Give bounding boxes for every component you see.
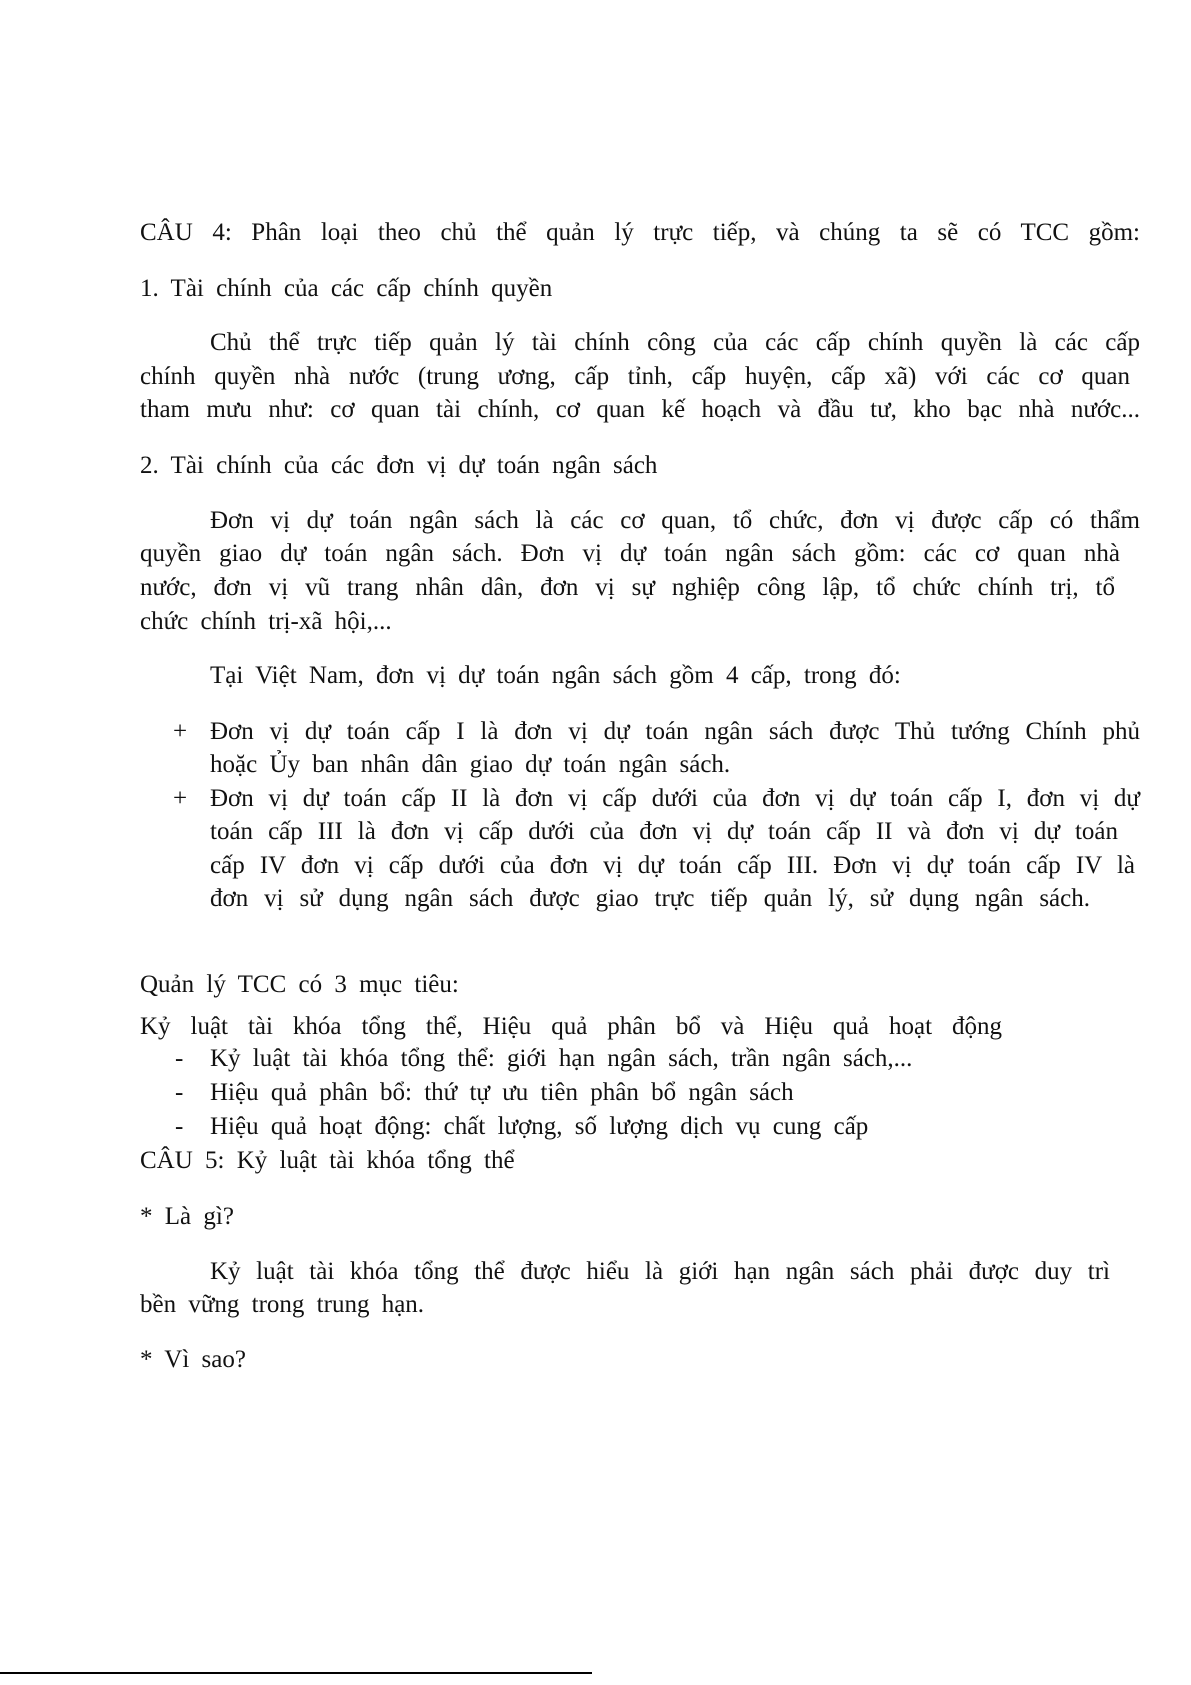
goals-summary: Kỷ luật tài khóa tổng thể, Hiệu quả phân bổ và Hiệu quả hoạt động <box>140 1013 1002 1040</box>
paragraph-line: chính quyền nhà nước (trung ương, cấp tỉnh, cấp huyện, cấp xã) với các cơ quan <box>140 363 1130 390</box>
heading-cau-4: CÂU 4: Phân loại theo chủ thể quản lý trực tiếp, và chúng ta sẽ có TCC gồm: <box>140 219 1140 246</box>
list-item-line: hoặc Ủy ban nhân dân giao dự toán ngân sách. <box>210 751 731 778</box>
list-item-line: đơn vị sử dụng ngân sách được giao trực tiếp quản lý, sử dụng ngân sách. <box>210 885 1090 912</box>
section-1-title: 1. Tài chính của các cấp chính quyền <box>140 275 553 302</box>
list-item-line: Hiệu quả hoạt động: chất lượng, số lượng dịch vụ cung cấp <box>210 1113 869 1140</box>
list-item-line: cấp IV đơn vị cấp dưới của đơn vị dự toán cấp III. Đơn vị dự toán cấp IV là <box>210 852 1135 879</box>
plus-bullet: + <box>173 785 188 812</box>
question-why: * Vì sao? <box>140 1346 246 1373</box>
list-item-line: Đơn vị dự toán cấp I là đơn vị dự toán ngân sách được Thủ tướng Chính phủ <box>210 718 1140 745</box>
list-item-line: toán cấp III là đơn vị cấp dưới của đơn vị dự toán cấp II và đơn vị dự toán <box>210 818 1118 845</box>
section-2-title: 2. Tài chính của các đơn vị dự toán ngân sách <box>140 452 658 479</box>
dash-bullet: - <box>175 1045 184 1072</box>
paragraph-line: bền vững trong trung hạn. <box>140 1291 425 1318</box>
paragraph-line: quyền giao dự toán ngân sách. Đơn vị dự toán ngân sách gồm: các cơ quan nhà <box>140 540 1120 567</box>
dash-bullet: - <box>175 1113 184 1140</box>
paragraph-line: chức chính trị-xã hội,... <box>140 608 392 635</box>
paragraph-line: Đơn vị dự toán ngân sách là các cơ quan, tổ chức, đơn vị được cấp có thẩm <box>210 507 1140 534</box>
list-item-line: Hiệu quả phân bổ: thứ tự ưu tiên phân bổ ngân sách <box>210 1079 794 1106</box>
paragraph-line: Tại Việt Nam, đơn vị dự toán ngân sách gồm 4 cấp, trong đó: <box>210 662 901 689</box>
goals-heading: Quản lý TCC có 3 mục tiêu: <box>140 971 459 998</box>
paragraph-line: Kỷ luật tài khóa tổng thể được hiểu là giới hạn ngân sách phải được duy trì <box>210 1258 1110 1285</box>
paragraph-line: nước, đơn vị vũ trang nhân dân, đơn vị sự nghiệp công lập, tổ chức chính trị, tổ <box>140 574 1115 601</box>
list-item-line: Đơn vị dự toán cấp II là đơn vị cấp dưới của đơn vị dự toán cấp I, đơn vị dự <box>210 785 1140 812</box>
paragraph-line: tham mưu như: cơ quan tài chính, cơ quan kế hoạch và đầu tư, kho bạc nhà nước... <box>140 396 1140 423</box>
heading-cau-5: CÂU 5: Kỷ luật tài khóa tổng thể <box>140 1147 515 1174</box>
question-what: * Là gì? <box>140 1203 234 1230</box>
plus-bullet: + <box>173 718 188 745</box>
paragraph-line: Chủ thể trực tiếp quản lý tài chính công của các cấp chính quyền là các cấp <box>210 329 1140 356</box>
dash-bullet: - <box>175 1079 184 1106</box>
list-item-line: Kỷ luật tài khóa tổng thể: giới hạn ngân sách, trần ngân sách,... <box>210 1045 913 1072</box>
footnote-divider <box>0 1672 592 1674</box>
